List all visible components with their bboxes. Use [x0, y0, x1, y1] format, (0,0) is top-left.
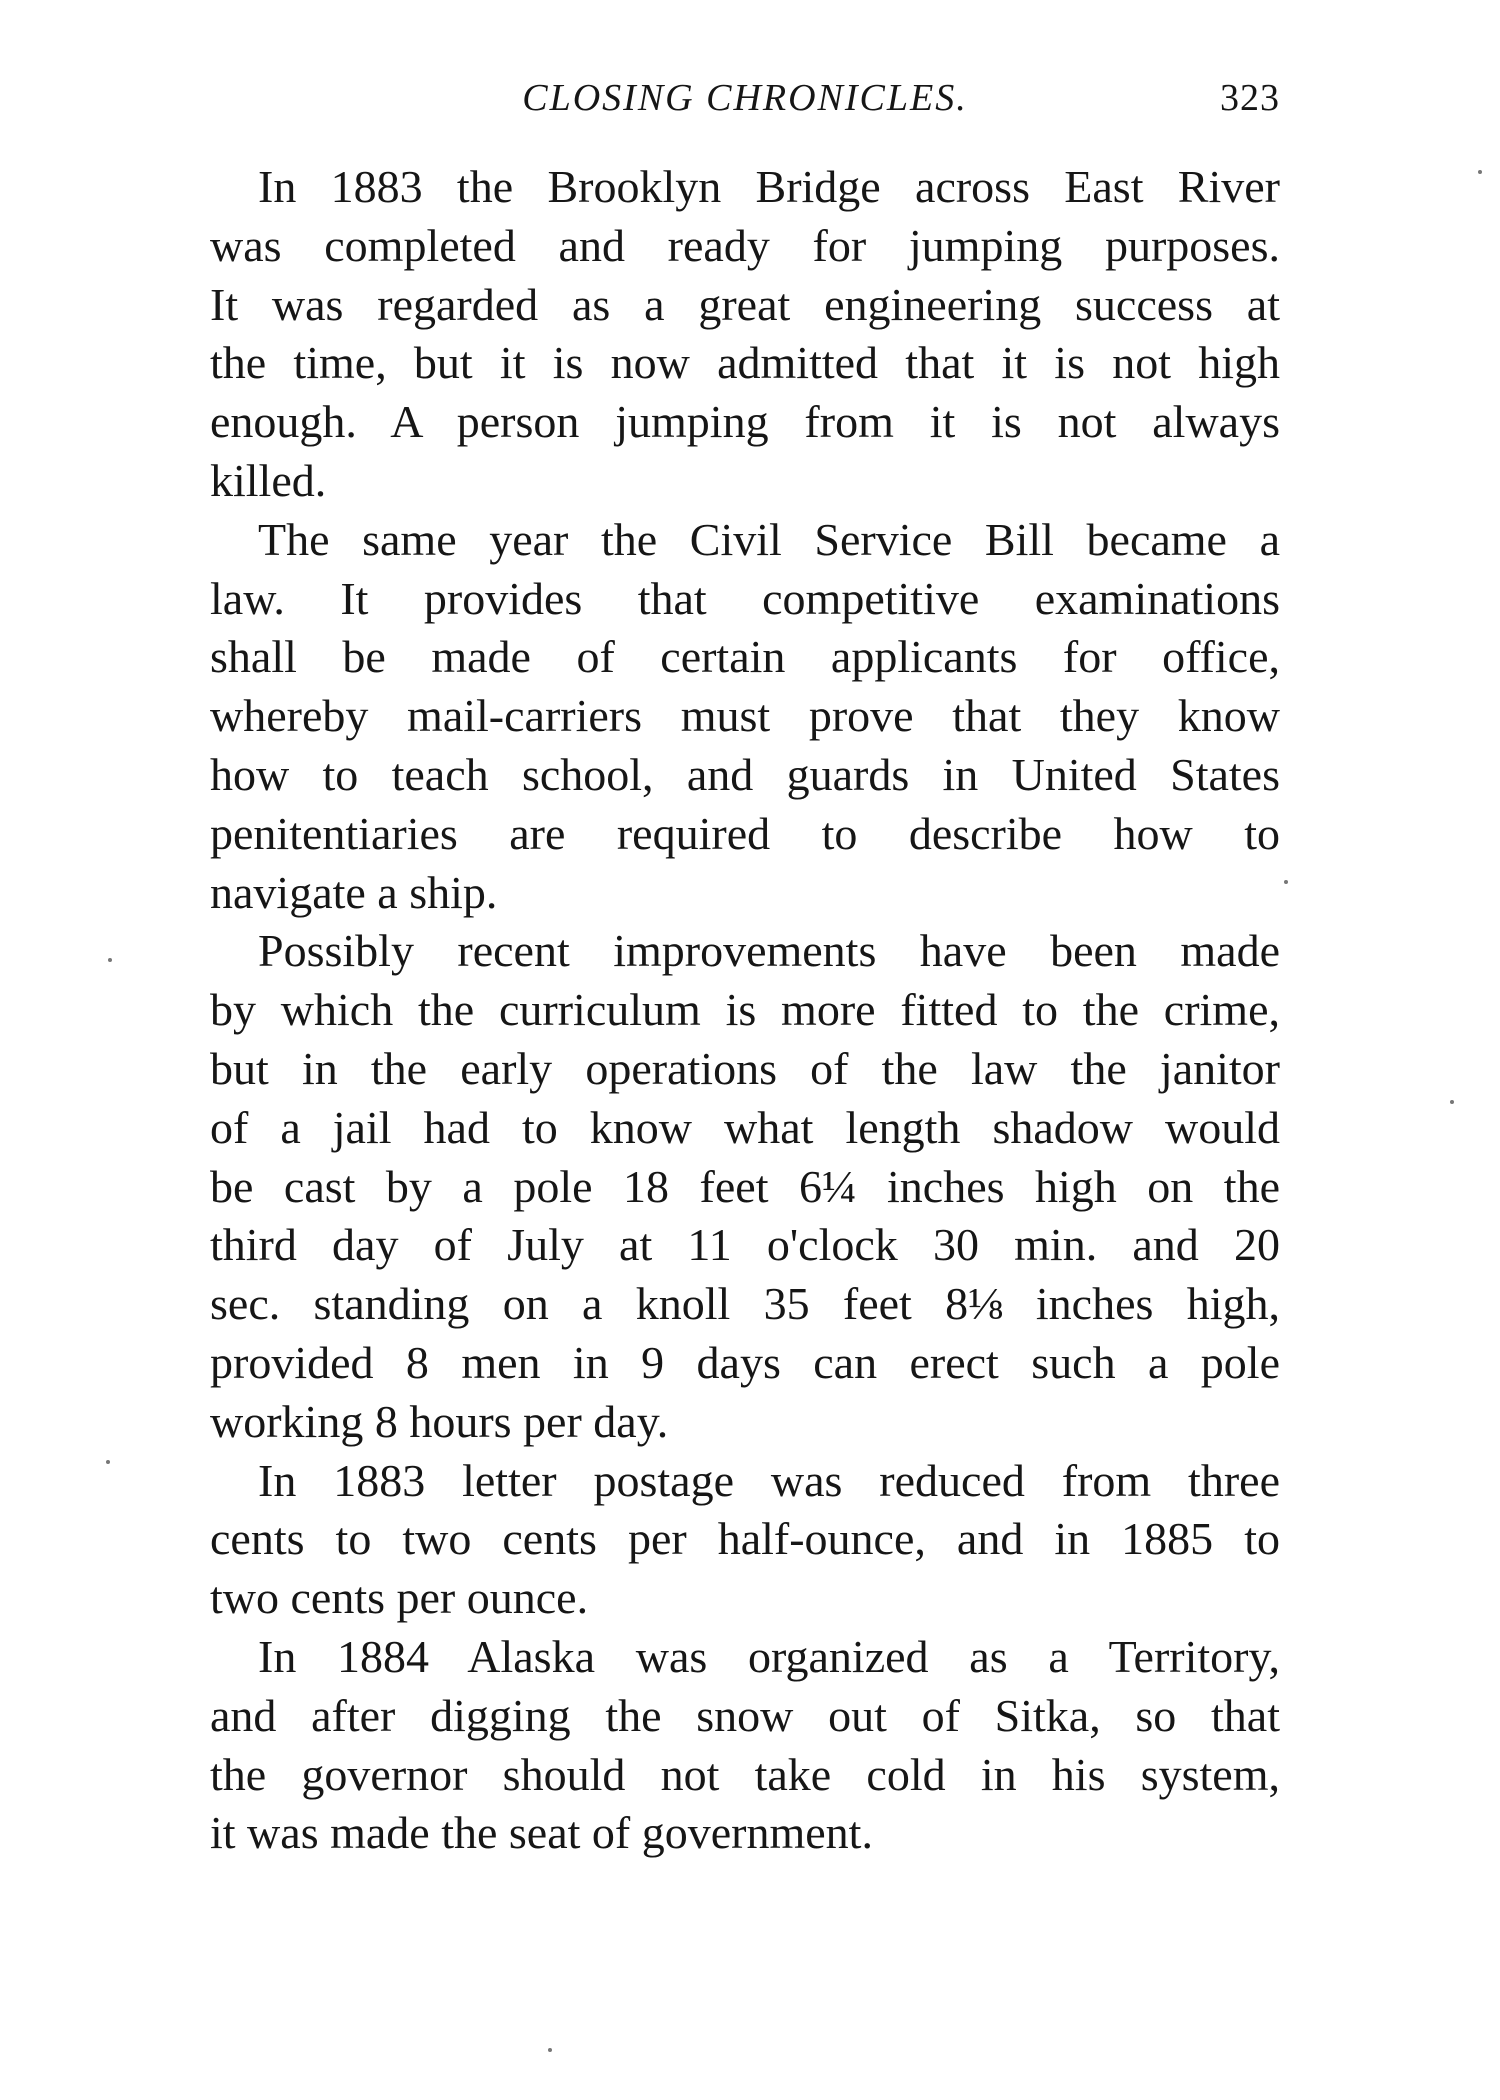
- text-line: The same year the Civil Service Bill became a: [258, 513, 1280, 565]
- text-line: the time, but it is now admitted that it is not high: [210, 337, 1280, 389]
- scan-speck: [1450, 1100, 1454, 1104]
- text-line: whereby mail-carriers must prove that they know: [210, 690, 1280, 742]
- page-number: 323: [1220, 77, 1280, 119]
- text-line: and after digging the snow out of Sitka, so that: [210, 1689, 1280, 1741]
- running-title: CLOSING CHRONICLES.: [522, 77, 968, 119]
- text-line: but in the early operations of the law the janitor: [210, 1042, 1280, 1094]
- scan-speck: [548, 2048, 552, 2052]
- text-line: the governor should not take cold in his system,: [210, 1748, 1280, 1800]
- scan-speck: [1284, 880, 1288, 884]
- text-line: sec. standing on a knoll 35 feet 8⅛ inches high,: [210, 1278, 1280, 1330]
- text-line: by which the curriculum is more fitted to the crime,: [210, 984, 1280, 1036]
- text-line: In 1883 letter postage was reduced from three: [258, 1454, 1280, 1506]
- text-line: of a jail had to know what length shadow would: [210, 1101, 1280, 1153]
- running-header: [210, 68, 1280, 128]
- body-text: [210, 158, 1280, 1863]
- text-line: enough. A person jumping from it is not always: [210, 396, 1280, 448]
- scan-speck: [106, 1460, 110, 1464]
- text-line: shall be made of certain applicants for office,: [210, 631, 1280, 683]
- text-line: Possibly recent improvements have been made: [258, 925, 1280, 977]
- text-line: two cents per ounce.: [210, 1572, 589, 1624]
- text-line: In 1884 Alaska was organized as a Territory,: [258, 1630, 1280, 1682]
- text-line: third day of July at 11 o'clock 30 min. and 20: [210, 1219, 1280, 1271]
- text-line: how to teach school, and guards in United States: [210, 748, 1280, 800]
- text-line: navigate a ship.: [210, 866, 498, 918]
- text-line: working 8 hours per day.: [210, 1395, 669, 1447]
- text-line: cents to two cents per half-ounce, and in 1885 to: [210, 1513, 1280, 1565]
- text-line: was completed and ready for jumping purposes.: [210, 219, 1280, 271]
- paragraph-civil-service: [210, 511, 1280, 923]
- text-line: In 1883 the Brooklyn Bridge across East River: [258, 161, 1280, 212]
- text-line: be cast by a pole 18 feet 6¼ inches high on the: [210, 1160, 1280, 1212]
- text-line: it was made the seat of government.: [210, 1807, 873, 1859]
- paragraph-alaska: [210, 1628, 1280, 1863]
- paragraph-brooklyn-bridge: [210, 158, 1280, 511]
- paragraph-curriculum: [210, 922, 1280, 1451]
- scan-speck: [1478, 170, 1482, 174]
- scan-speck: [108, 958, 112, 962]
- text-line: law. It provides that competitive examinations: [210, 572, 1280, 624]
- text-line: penitentiaries are required to describe how to: [210, 807, 1280, 859]
- text-line: provided 8 men in 9 days can erect such a pole: [210, 1336, 1280, 1388]
- text-line: killed.: [210, 454, 327, 506]
- text-line: It was regarded as a great engineering success at: [210, 278, 1280, 330]
- paragraph-postage: [210, 1452, 1280, 1628]
